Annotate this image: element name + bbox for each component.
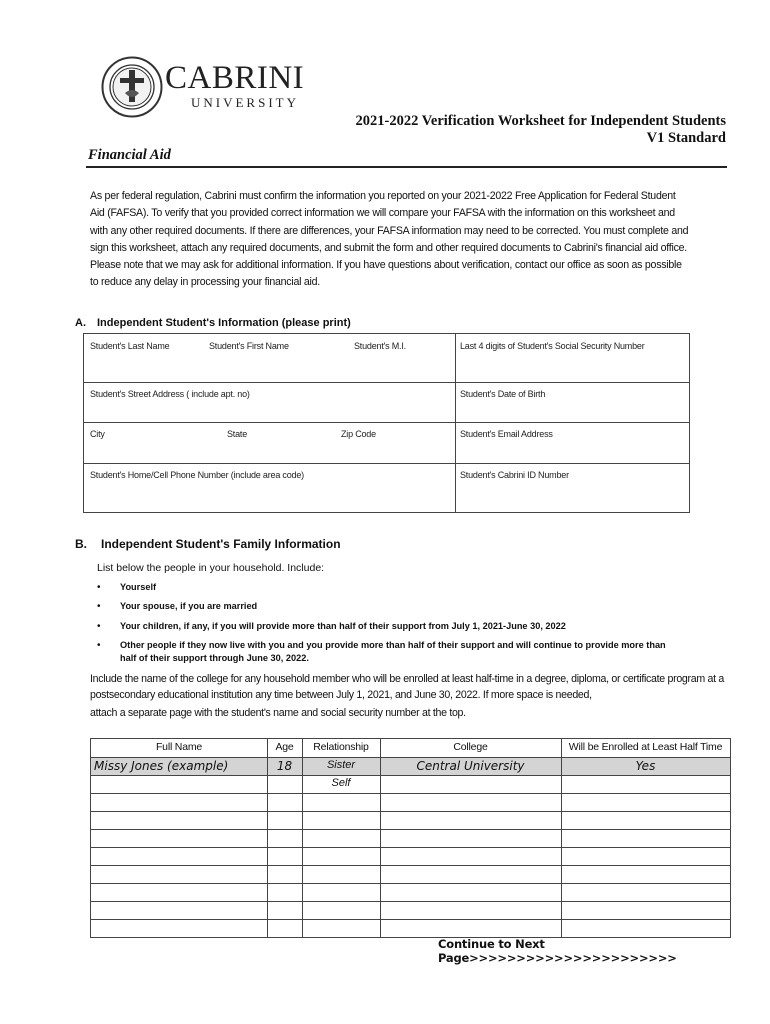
- section-b-letter: B.: [75, 537, 87, 551]
- section-b-heading: [75, 537, 341, 551]
- student-info-table: [83, 333, 690, 513]
- city-field[interactable]: City: [90, 429, 105, 439]
- cabrini-id-field[interactable]: Student's Cabrini ID Number: [460, 470, 569, 480]
- col-header-age: Age: [275, 741, 294, 753]
- example-college[interactable]: Central University: [416, 759, 525, 773]
- college-instructions: Include the name of the college for any household member who will be enrolled at least half-time in a degree, diploma, or certificate program at a postsecondary educational institution any time between July 1, 2021, and June 30, 2022. If more space is needed,: [90, 673, 724, 701]
- col-header-full-name: Full Name: [155, 741, 203, 753]
- form-title: 2021-2022 Verification Worksheet for Independent Students: [355, 113, 726, 129]
- household-list-lead: List below the people in your household. Include:: [97, 562, 325, 574]
- cabrini-seal-logo: [101, 56, 163, 118]
- example-relationship[interactable]: Sister: [326, 759, 356, 771]
- street-address-field[interactable]: Student's Street Address ( include apt. no): [90, 389, 250, 399]
- section-a-heading: [75, 317, 351, 329]
- example-full-name[interactable]: Missy Jones (example): [94, 759, 229, 773]
- intro-paragraph: As per federal regulation, Cabrini must confirm the information you reported on your 2021-2022 Free Application for Federal Student Aid (FAFSA). To verify that you provided correct information we will compare your FAFSA with the information on this worksheet and with any other required documents. If there are differences, your FAFSA information may need to be corrected. You must complete and sign this worksheet, attach any required documents, and submit the form and other required documents to Cabrini's financial aid office. Please note that we may ask for additional information. If you have questions about verification, contact our office as soon as possible to reduce any delay in processing your financial aid.: [90, 190, 689, 289]
- header-divider: [86, 166, 727, 168]
- date-of-birth-field[interactable]: Student's Date of Birth: [460, 389, 546, 399]
- middle-initial-field[interactable]: Student's M.I.: [354, 341, 406, 351]
- continue-next-page: Continue to Next Page>>>>>>>>>>>>>>>>>>>>>>: [438, 937, 677, 965]
- col-header-relationship: Relationship: [313, 741, 369, 753]
- section-b-title: Independent Student's Family Information: [101, 537, 341, 551]
- extra-page-instructions: attach a separate page with the student's name and social security number at the top.: [90, 707, 466, 719]
- col-header-enrolled: Will be Enrolled at Least Half Time: [568, 741, 723, 753]
- email-field[interactable]: Student's Email Address: [460, 429, 553, 439]
- first-name-field[interactable]: Student's First Name: [209, 341, 289, 351]
- household-table: [90, 738, 731, 938]
- example-age[interactable]: 18: [276, 759, 293, 773]
- form-version: V1 Standard: [646, 130, 726, 146]
- ssn-last4-field[interactable]: Last 4 digits of Student's Social Security Number: [460, 341, 645, 351]
- logo-wordmark: CABRINI: [165, 60, 305, 96]
- department-label: Financial Aid: [88, 147, 171, 163]
- last-name-field[interactable]: Student's Last Name: [90, 341, 170, 351]
- example-enrolled[interactable]: Yes: [635, 759, 656, 773]
- state-field[interactable]: State: [227, 429, 248, 439]
- section-a-title: Independent Student's Information (please print): [97, 317, 351, 329]
- col-header-college: College: [453, 741, 488, 753]
- phone-field[interactable]: Student's Home/Cell Phone Number (include area code): [90, 470, 304, 480]
- self-relationship[interactable]: Self: [331, 777, 351, 789]
- logo-subtitle: UNIVERSITY: [191, 95, 299, 110]
- zip-code-field[interactable]: Zip Code: [341, 429, 376, 439]
- section-a-letter: A.: [75, 317, 86, 329]
